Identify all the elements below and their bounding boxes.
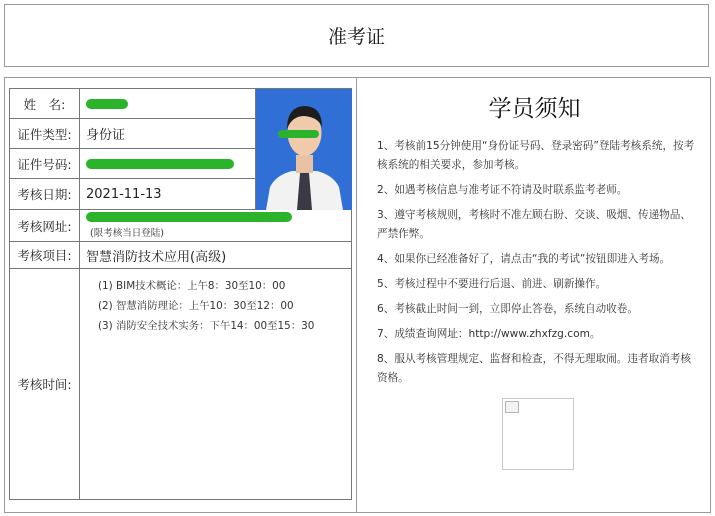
row-date [10, 179, 255, 210]
url-redaction [86, 212, 292, 222]
notes-list [377, 137, 697, 394]
schedule-item: (3) 消防安全技术实务：下午14：00至15：30 [98, 320, 315, 332]
page-title [4, 4, 709, 67]
notes-item: 6、考核截止时间一到，立即停止答卷，系统自动收卷。 [377, 303, 638, 315]
id-number-label: 证件号码: [10, 149, 80, 178]
notes-item: 8、服从考核管理规定、监督和检查，不得无理取闹。违者取消考核资格。 [377, 353, 691, 384]
url-note: (限考核当日登陆) [90, 228, 164, 239]
portrait-image [256, 89, 352, 210]
row-project [10, 242, 351, 269]
notes-title: 学员须知 [488, 96, 581, 122]
time-label: 考核时间: [10, 269, 80, 499]
row-name [10, 89, 255, 119]
broken-image-placeholder [502, 398, 574, 470]
schedule-item: (1) BIM技术概论：上午8：30至10：00 [98, 280, 286, 292]
broken-image-icon [505, 401, 519, 413]
admission-ticket [4, 77, 711, 513]
name-redaction [86, 99, 128, 109]
notes-item: 1、考核前15分钟使用“身份证号码、登录密码”登陆考核系统，按考核系统的相关要求，参加考核。 [377, 140, 695, 171]
candidate-photo [255, 89, 352, 210]
id-type-value: 身份证 [86, 128, 126, 143]
row-id-number [10, 149, 255, 179]
row-url [10, 210, 351, 242]
url-label: 考核网址: [10, 210, 80, 241]
notes-item: 2、如遇考核信息与准考证不符请及时联系监考老师。 [377, 184, 628, 196]
project-label: 考核项目: [10, 242, 80, 268]
panel-divider [356, 78, 357, 512]
candidate-info-table [9, 88, 352, 500]
row-time [10, 269, 351, 499]
notes-item: 5、考核过程中不要进行后退、前进、刷新操作。 [377, 278, 607, 290]
eyes-redaction [278, 130, 319, 138]
id-type-label: 证件类型: [10, 119, 80, 148]
notes-item: 3、遵守考核规则，考核时不准左顾右盼、交谈、吸烟、传递物品、严禁作弊。 [377, 209, 691, 240]
row-id-type [10, 119, 255, 149]
project-value: 智慧消防技术应用(高级) [86, 249, 227, 265]
schedule-item: (2) 智慧消防理论：上午10：30至12：00 [98, 300, 294, 312]
notes-item: 4、如果你已经准备好了，请点击“我的考试”按钮即进入考场。 [377, 253, 671, 265]
name-label: 姓 名: [10, 89, 80, 118]
date-label: 考核日期: [10, 179, 80, 209]
id-number-redaction [86, 159, 234, 169]
page-title-text: 准考证 [327, 26, 385, 48]
notes-item: 7、成绩查询网址：http://www.zhxfzg.com。 [377, 328, 601, 340]
date-value: 2021-11-13 [86, 186, 162, 202]
